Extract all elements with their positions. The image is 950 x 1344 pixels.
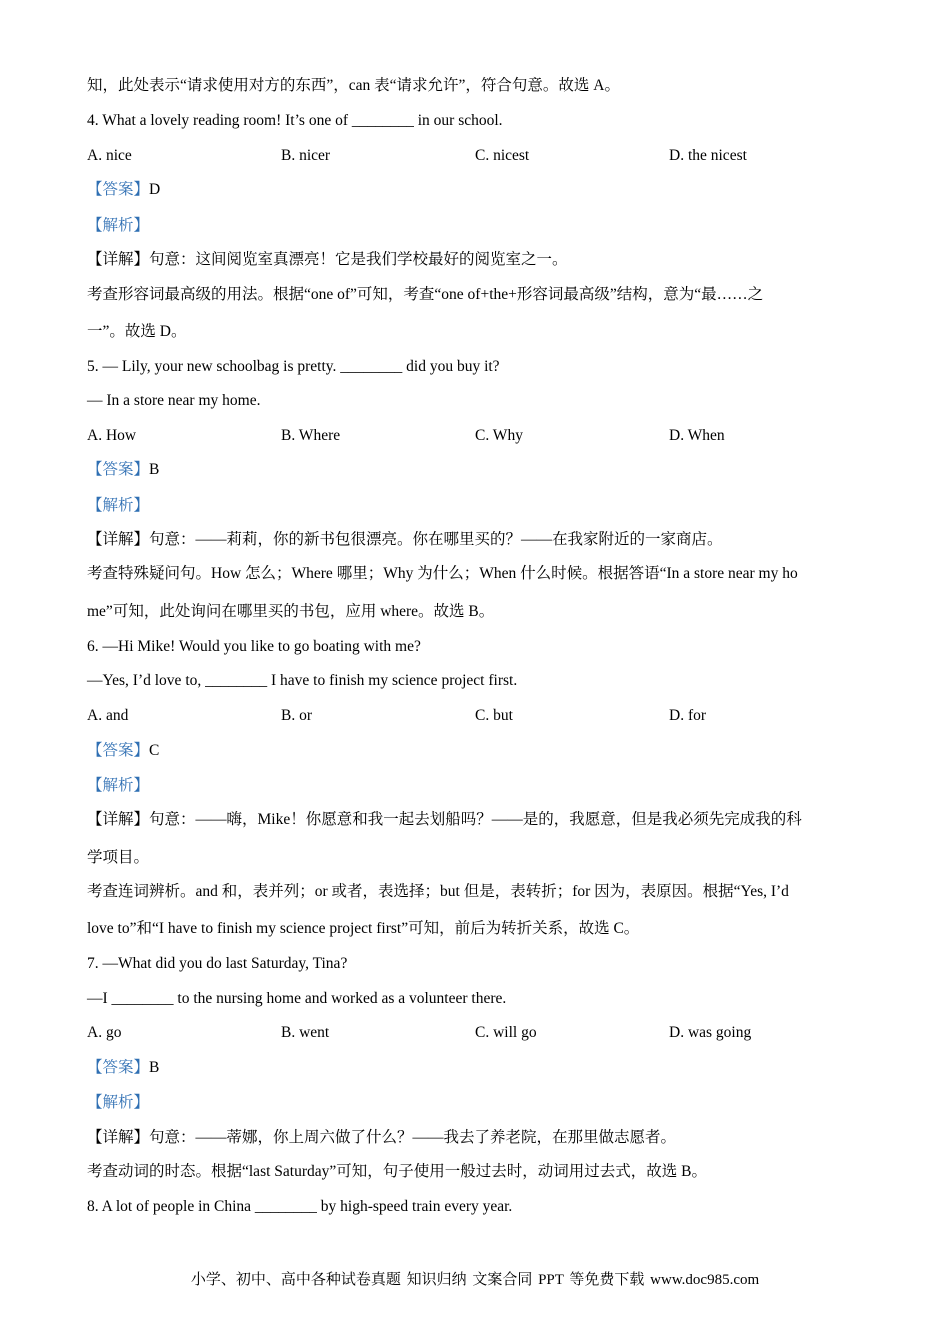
answer-tag: 【答案】 bbox=[87, 1059, 150, 1076]
option-c: C. but bbox=[475, 707, 513, 724]
detail-line: 学项目。 bbox=[87, 849, 150, 866]
analysis-tag: 【解析】 bbox=[87, 497, 150, 514]
option-b: B. or bbox=[281, 707, 312, 724]
explanation-line: 一”。故选 D。 bbox=[87, 323, 187, 340]
answer-row bbox=[87, 1058, 159, 1078]
option-d: D. was going bbox=[669, 1024, 752, 1041]
question-6-text: 6. —Hi Mike! Would you like to go boating with me? bbox=[87, 638, 421, 655]
option-a: A. nice bbox=[87, 147, 132, 164]
option-b: B. went bbox=[281, 1024, 330, 1041]
analysis-tag: 【解析】 bbox=[87, 217, 150, 234]
answer-value: B bbox=[149, 461, 160, 478]
option-c: C. nicest bbox=[475, 147, 530, 164]
answer-tag: 【答案】 bbox=[87, 742, 150, 759]
question-5-text: 5. — Lily, your new schoolbag is pretty. ________ did you buy it? bbox=[87, 358, 500, 375]
explanation-line: 考查特殊疑问句。How 怎么；Where 哪里；Why 为什么；When 什么时候。根据答语“In a store near my ho bbox=[87, 565, 798, 582]
explanation-line: 考查动词的时态。根据“last Saturday”可知，句子使用一般过去时，动词用过去式，故选 B。 bbox=[87, 1163, 707, 1180]
option-d: D. When bbox=[669, 427, 725, 444]
detail-line: 【详解】句意：——莉莉，你的新书包很漂亮。你在哪里买的？——在我家附近的一家商店。 bbox=[87, 531, 723, 548]
explanation-line: 考查连词辨析。and 和，表并列；or 或者，表选择；but 但是，表转折；for 因为，表原因。根据“Yes, I’d bbox=[87, 883, 789, 900]
option-d: D. the nicest bbox=[669, 147, 747, 164]
analysis-tag: 【解析】 bbox=[87, 777, 150, 794]
option-b: B. nicer bbox=[281, 147, 331, 164]
question-8-text: 8. A lot of people in China ________ by high-speed train every year. bbox=[87, 1198, 513, 1215]
paragraph-line: 知，此处表示“请求使用对方的东西”，can 表“请求允许”，符合句意。故选 A。 bbox=[87, 77, 620, 94]
answer-row bbox=[87, 741, 159, 761]
answer-row bbox=[87, 460, 159, 480]
question-7-text: 7. —What did you do last Saturday, Tina? bbox=[87, 955, 348, 972]
option-c: C. will go bbox=[475, 1024, 537, 1041]
option-d: D. for bbox=[669, 707, 707, 724]
explanation-line: me”可知，此处询问在哪里买的书包，应用 where。故选 B。 bbox=[87, 603, 495, 620]
option-b: B. Where bbox=[281, 427, 341, 444]
detail-line: 【详解】句意：——蒂娜，你上周六做了什么？——我去了养老院，在那里做志愿者。 bbox=[87, 1129, 677, 1146]
question-6-reply: —Yes, I’d love to, ________ I have to finish my science project first. bbox=[87, 672, 518, 689]
answer-tag: 【答案】 bbox=[87, 181, 150, 198]
answer-value: D bbox=[149, 181, 161, 198]
analysis-tag: 【解析】 bbox=[87, 1094, 150, 1111]
answer-value: C bbox=[149, 742, 160, 759]
explanation-line: 考查形容词最高级的用法。根据“one of”可知，考查“one of+the+形容词最高级”结构，意为“最……之 bbox=[87, 286, 764, 303]
answer-row bbox=[87, 180, 160, 200]
question-7-reply: —I ________ to the nursing home and worked as a volunteer there. bbox=[87, 990, 507, 1007]
option-c: C. Why bbox=[475, 427, 523, 444]
option-a: A. How bbox=[87, 427, 137, 444]
option-a: A. and bbox=[87, 707, 129, 724]
question-5-reply: — In a store near my home. bbox=[87, 392, 261, 409]
option-a: A. go bbox=[87, 1024, 122, 1041]
detail-line: 【详解】句意：这间阅览室真漂亮！它是我们学校最好的阅览室之一。 bbox=[87, 251, 568, 268]
answer-tag: 【答案】 bbox=[87, 461, 150, 478]
explanation-line: love to”和“I have to finish my science project first”可知，前后为转折关系，故选 C。 bbox=[87, 920, 640, 937]
question-4-text: 4. What a lovely reading room! It’s one of ________ in our school. bbox=[87, 112, 503, 129]
page-footer: 小学、初中、高中各种试卷真题 知识归纳 文案合同 PPT 等免费下载 www.doc985.com bbox=[190, 1272, 760, 1288]
answer-value: B bbox=[149, 1059, 160, 1076]
detail-line: 【详解】句意：——嗨，Mike！你愿意和我一起去划船吗？——是的，我愿意，但是我必须先完成我的科 bbox=[87, 811, 802, 828]
